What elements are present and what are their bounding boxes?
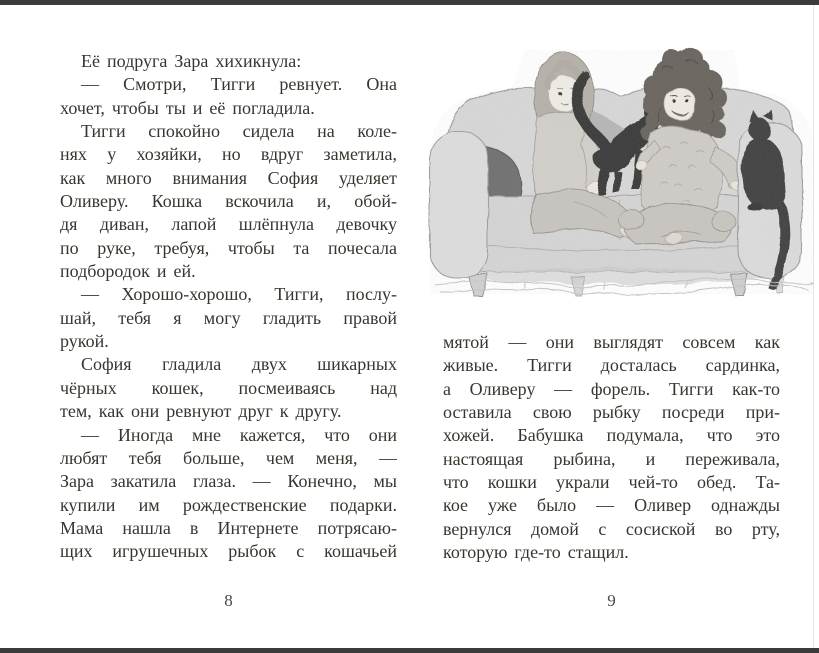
text-line: шай, тебя я могу гладить правой: [60, 307, 397, 328]
text-line: Зара закатила глаза. — Конечно, мы: [60, 471, 397, 492]
text-line: мятой — они выглядят совсем как: [443, 332, 780, 352]
reader-bottom-bar: [0, 648, 819, 653]
text-line: Тигги спокойно сидела на коле-: [81, 121, 397, 142]
left-page-text: [60, 50, 397, 564]
text-line: — Иногда мне кажется, что они: [81, 424, 397, 445]
text-line: что кошки украли чей-то обед. Та-: [443, 472, 780, 493]
text-line: кое уже было — Оливер однажды: [443, 495, 780, 516]
text-line: тем, как они ревнуют друг к другу.: [60, 401, 342, 422]
right-page-text: [443, 331, 780, 564]
text-line: подбородок и ей.: [60, 261, 196, 282]
text-line: по руке, требуя, чтобы та почесала: [60, 237, 397, 258]
text-line: Оливеру. Кошка вскочила и, обой-: [60, 191, 397, 212]
reader-top-bar: [0, 0, 819, 5]
text-line: вернулся домой с сосиской во рту,: [443, 518, 780, 539]
page-number-left: 8: [224, 591, 233, 610]
text-line: рукой.: [60, 331, 109, 352]
text-line: нях у хозяйки, но вдруг заметила,: [60, 144, 397, 165]
page-number-right: 9: [607, 591, 616, 610]
text-line: настоящая рыбина, и переживала,: [443, 448, 780, 469]
text-line: София гладила двух шикарных: [81, 354, 397, 375]
text-line: дя диван, лапой шлёпнула девочку: [60, 214, 397, 235]
sofa-illustration: [424, 44, 816, 300]
text-line: как много внимания София уделяет: [60, 167, 397, 188]
text-line: любят тебя больше, чем меня, —: [60, 447, 397, 468]
text-line: — Смотри, Тигги ревнует. Она: [81, 74, 397, 95]
text-line: хочет, чтобы ты и её погладила.: [60, 97, 315, 118]
text-line: а Оливеру — форель. Тигги как-то: [443, 378, 780, 399]
text-line: щих игрушечных рыбок с кошачьей: [60, 541, 397, 562]
text-line: Мама нашла в Интернете потрясаю-: [60, 517, 397, 538]
text-line: чёрных кошек, посмеиваясь над: [60, 377, 397, 398]
text-line: — Хорошо-хорошо, Тигги, послу-: [81, 284, 397, 305]
text-line: которую где-то стащил.: [443, 542, 629, 563]
text-line: хожей. Бабушка подумала, что это: [443, 425, 780, 446]
text-line: купили им рождественские подарки.: [60, 494, 397, 515]
text-line: Её подруга Зара хихикнула:: [81, 51, 302, 71]
text-line: живые. Тигги досталась сардинка,: [443, 355, 780, 376]
text-line: оставила свою рыбку посреди при-: [443, 402, 780, 423]
